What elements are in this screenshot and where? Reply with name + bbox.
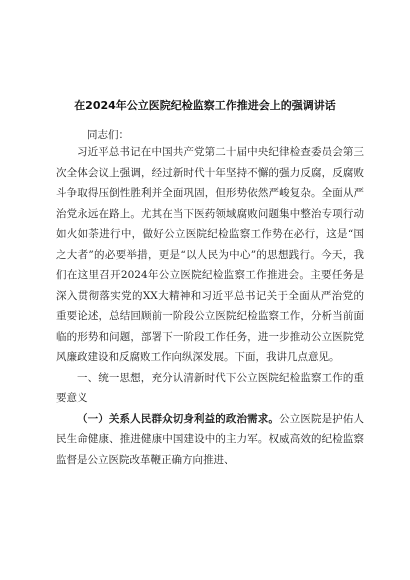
document-title: 在2024年公立医院纪检监察工作推进会上的强调讲话: [74, 99, 336, 112]
section-heading-1: 一、统一思想，充分认清新时代下公立医院纪检监察工作的重要意义: [56, 371, 364, 404]
paragraph-intro: 习近平总书记在中国共产党第二十届中央纪律检查委员会第三次全体会议上强调，经过新时代十年坚持不懈的强力反腐，反腐败斗争取得压倒性胜利并全面巩固，但形势依然严峻复杂。全面从严治党永远在路上。尤其在当下医药领域腐败问题集中整治专项行动如火如荼进行中，做好公立医院纪检监察工作势在必行，这是“国之大者”的必要举措，更是“以人民为中心”的思想践行。今天，我们在这里召开2024年公立医院纪检监察工作推进会。主要任务是深入贯彻落实党的XX大精神和习近平总书记关于全面从严治党的重要论述，总结回顾前一阶段公立医院纪检监察工作，分析当前面临的形势和问题，部署下一阶段工作任务，进一步推动公立医院党风廉政建设和反腐败工作向纵深发展。下面，我讲几点意见。: [56, 146, 364, 363]
document-body: [56, 142, 364, 470]
salutation: 同志们：: [87, 129, 129, 141]
subsection-text: 公立医院是护佑人民生命健康、推进健康中国建设中的主力军。权威高效的纪检监察监督是公立医院改革鞭正确方向推进、: [56, 412, 365, 466]
subsection-paragraph: [56, 409, 364, 471]
subsection-heading: （一）关系人民群众切身利益的政治需求。: [77, 412, 280, 425]
